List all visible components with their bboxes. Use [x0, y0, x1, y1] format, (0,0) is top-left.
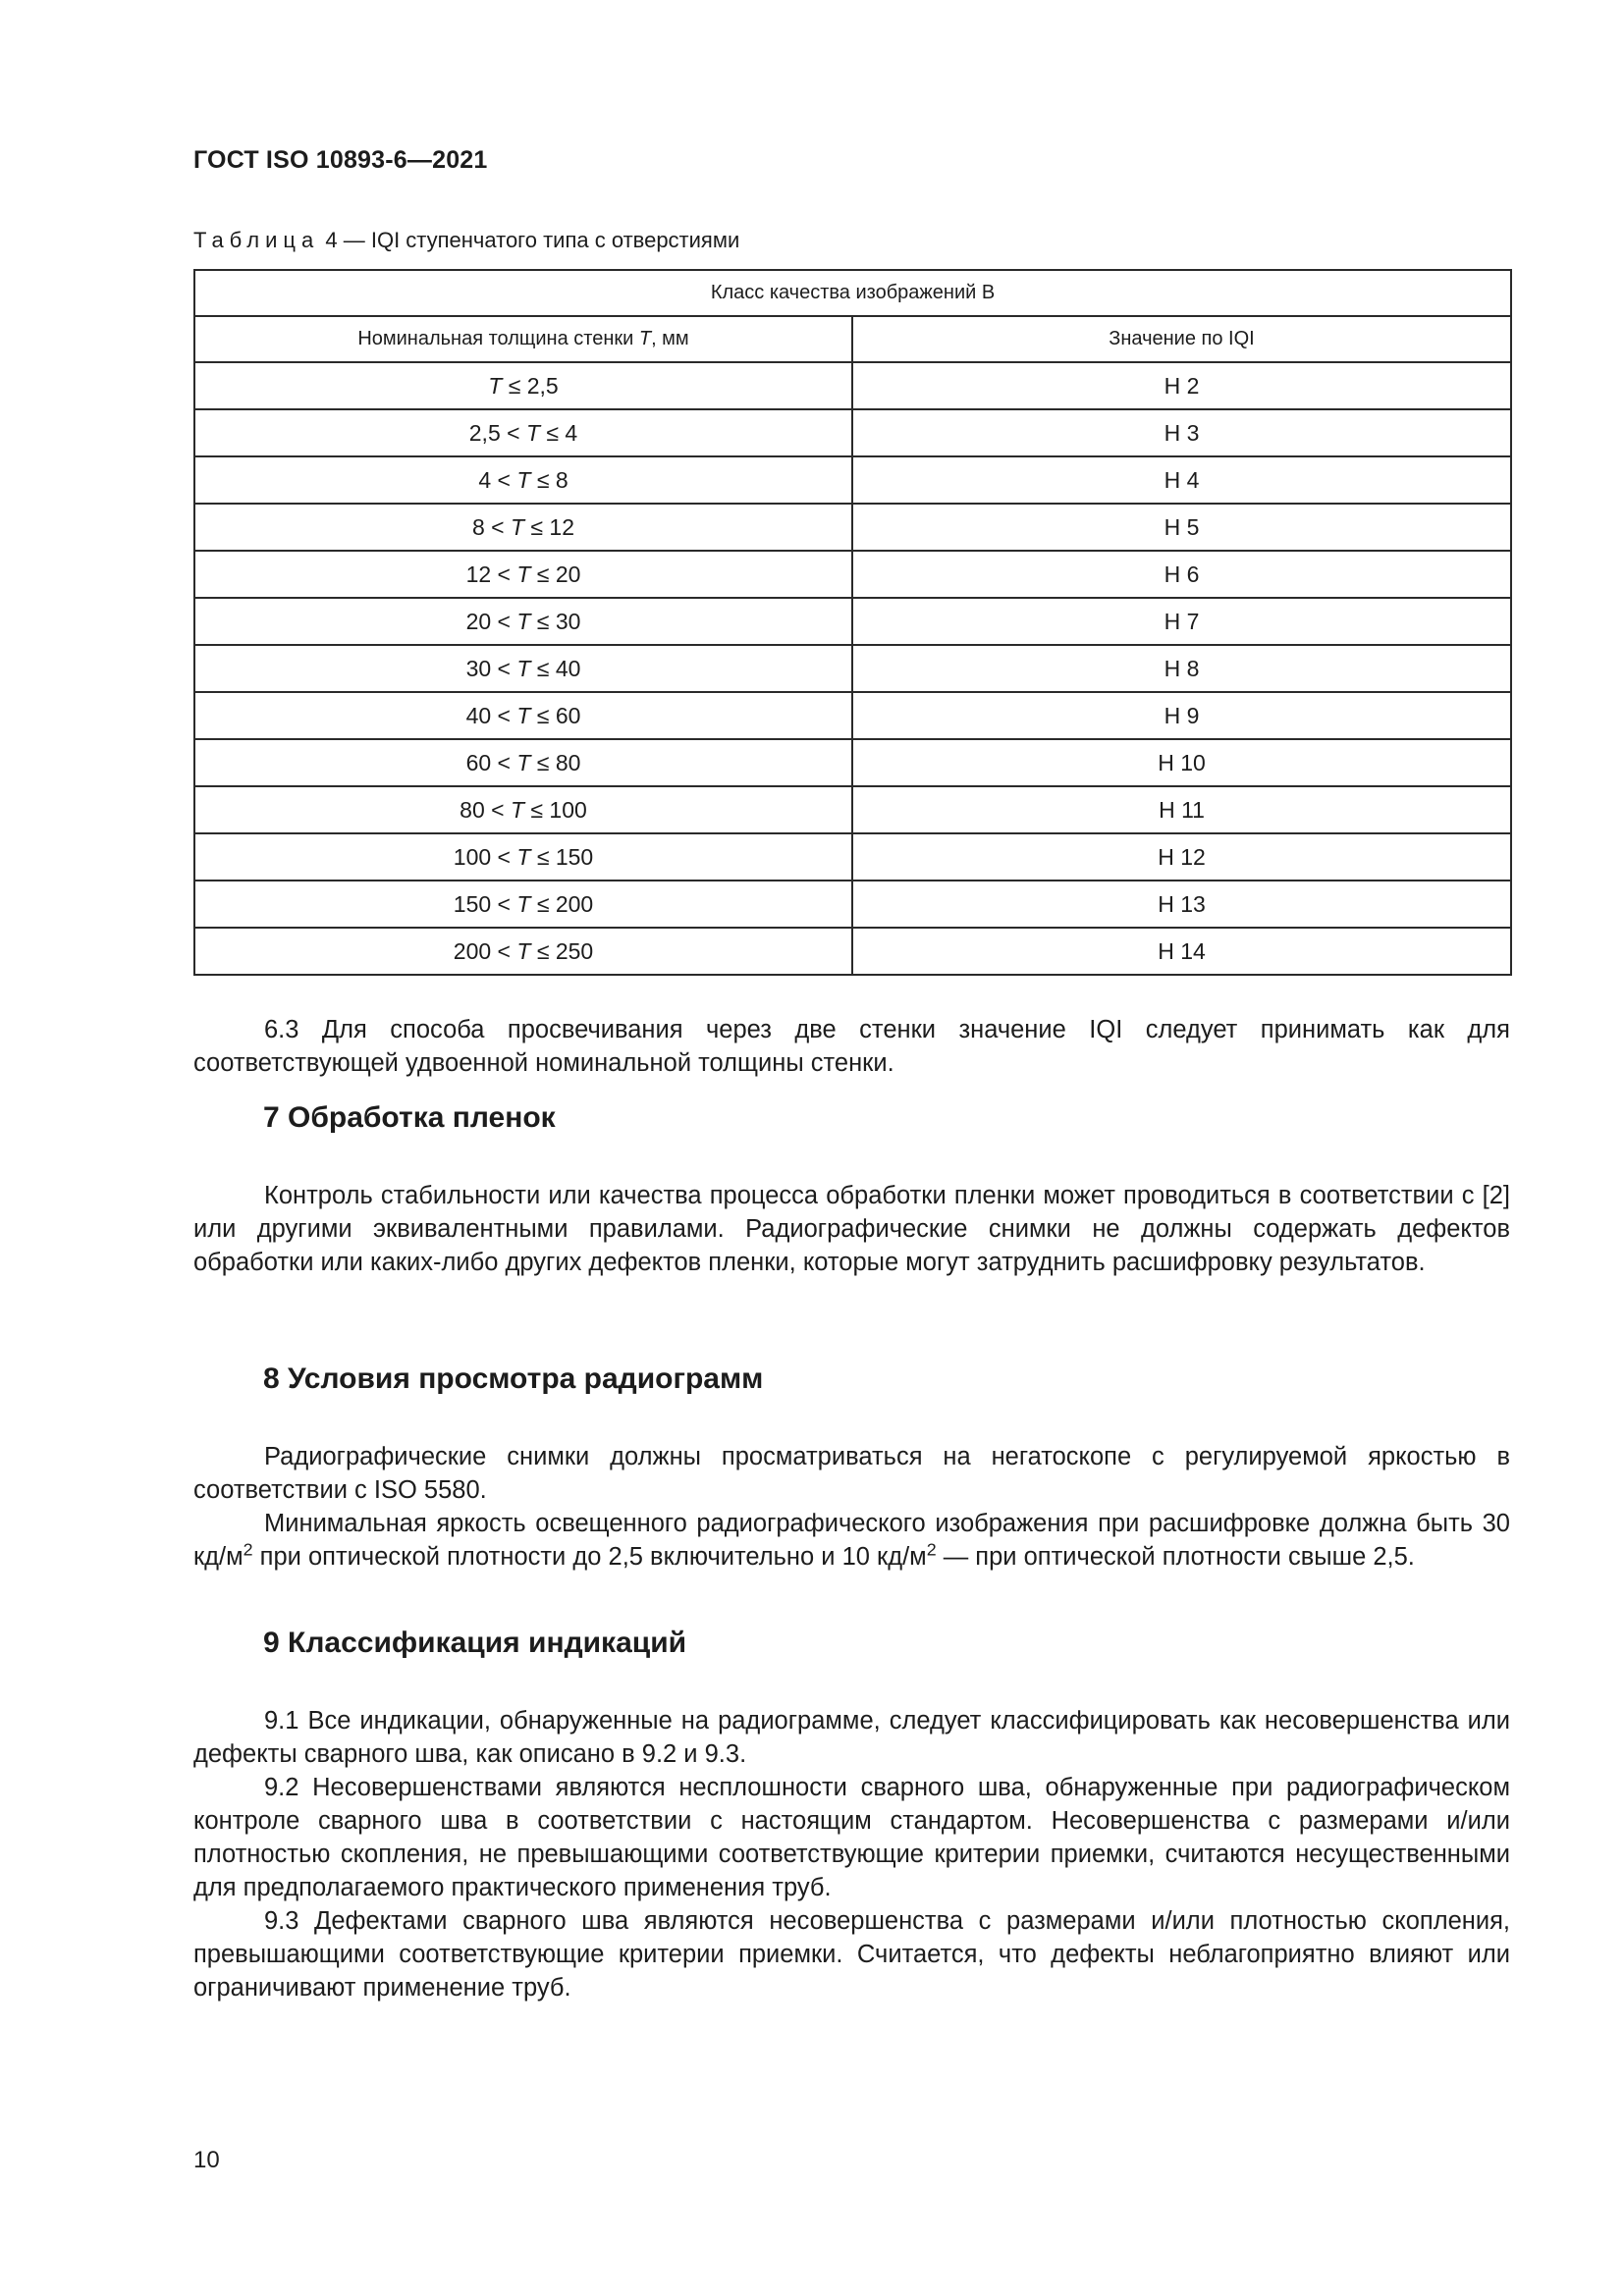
- thickness-header-suffix: , мм: [651, 328, 689, 349]
- table-row: [194, 409, 1511, 456]
- thickness-range-cell: [194, 833, 852, 881]
- section-7-body: [193, 1179, 1510, 1279]
- table-class-header-row: [194, 270, 1511, 316]
- table-caption-text: 4 — IQI ступенчатого типа с отверстиями: [319, 228, 740, 252]
- range-variable: T: [516, 890, 531, 917]
- table-row: [194, 881, 1511, 928]
- range-lower: 2,5 <: [468, 419, 526, 446]
- range-lower: 20 <: [465, 608, 517, 634]
- range-variable: T: [516, 608, 531, 634]
- range-lower: 8 <: [471, 513, 511, 540]
- range-upper: ≤ 60: [530, 702, 581, 728]
- iqi-value-column-header: Значение по IQI: [852, 316, 1511, 362]
- thickness-range-cell: [194, 362, 852, 409]
- iqi-value-cell: H 4: [852, 456, 1511, 504]
- iqi-table: [193, 269, 1512, 976]
- range-variable: T: [525, 419, 541, 446]
- table-column-header-row: [194, 316, 1511, 362]
- iqi-value-cell: H 3: [852, 409, 1511, 456]
- range-upper: ≤ 40: [530, 655, 581, 681]
- thickness-range-cell: [194, 739, 852, 786]
- iqi-value-cell: H 7: [852, 598, 1511, 645]
- table-row: [194, 645, 1511, 692]
- range-upper: ≤ 250: [530, 937, 594, 964]
- range-variable: T: [488, 372, 503, 399]
- iqi-value-cell: H 6: [852, 551, 1511, 598]
- table-row: [194, 362, 1511, 409]
- thickness-range-cell: [194, 551, 852, 598]
- table-row: [194, 692, 1511, 739]
- section-8-heading: 8 Условия просмотра радиограмм: [263, 1362, 764, 1395]
- range-variable: T: [510, 796, 525, 823]
- iqi-value-cell: H 10: [852, 739, 1511, 786]
- section-9-paragraph-3: 9.3 Дефектами сварного шва являются несовершенства с размерами и/или плотностью скопления, превышающими соответствующие критерии приемки. Считается, что дефекты неблагоприятно влияют или ограничивают применение труб.: [193, 1907, 1510, 2002]
- range-variable: T: [516, 561, 531, 587]
- thickness-range-cell: [194, 409, 852, 456]
- table-row: [194, 786, 1511, 833]
- table-row: [194, 833, 1511, 881]
- iqi-value-cell: H 14: [852, 928, 1511, 975]
- document-header: ГОСТ ISO 10893-6—2021: [193, 146, 488, 174]
- page-number: 10: [193, 2147, 220, 2173]
- table-row: [194, 739, 1511, 786]
- range-upper: ≤ 20: [530, 561, 581, 587]
- range-lower: 60 <: [465, 749, 517, 775]
- section-8-paragraph-2: [193, 1507, 1510, 1574]
- range-variable: T: [516, 843, 531, 870]
- thickness-range-cell: [194, 456, 852, 504]
- range-upper: ≤ 2,5: [502, 372, 559, 399]
- range-upper: ≤ 4: [540, 419, 578, 446]
- range-lower: 150 <: [453, 890, 517, 917]
- superscript-1: 2: [243, 1539, 253, 1560]
- section-9-body: [193, 1704, 1510, 2004]
- thickness-range-cell: [194, 504, 852, 551]
- range-lower: 40 <: [465, 702, 517, 728]
- thickness-range-cell: [194, 645, 852, 692]
- section-8-body: [193, 1440, 1510, 1574]
- section-7-paragraph-1: Контроль стабильности или качества процесса обработки пленки может проводиться в соответствии с [2] или другими эквивалентными правилами. Радиографические снимки не должны содержать дефектов обработки или каких-либо других дефектов пленки, которые могут затруднить расшифровку результатов.: [193, 1182, 1510, 1276]
- range-variable: T: [516, 749, 531, 775]
- range-variable: T: [516, 466, 531, 493]
- table-row: [194, 598, 1511, 645]
- paragraph-6-3: [193, 1013, 1510, 1080]
- range-upper: ≤ 30: [530, 608, 581, 634]
- iqi-value-cell: H 12: [852, 833, 1511, 881]
- iqi-value-cell: H 9: [852, 692, 1511, 739]
- range-lower: 100 <: [453, 843, 517, 870]
- range-upper: ≤ 80: [530, 749, 581, 775]
- thickness-range-cell: [194, 881, 852, 928]
- section-9-paragraph-1: 9.1 Все индикации, обнаруженные на радиограмме, следует классифицировать как несовершенства или дефекты сварного шва, как описано в 9.2 и 9.3.: [193, 1707, 1510, 1768]
- range-upper: ≤ 8: [530, 466, 568, 493]
- iqi-value-cell: H 2: [852, 362, 1511, 409]
- range-upper: ≤ 12: [524, 513, 575, 540]
- range-lower: 30 <: [465, 655, 517, 681]
- range-lower: 12 <: [465, 561, 517, 587]
- thickness-range-cell: [194, 928, 852, 975]
- thickness-range-cell: [194, 692, 852, 739]
- section-7-heading: 7 Обработка пленок: [263, 1101, 556, 1134]
- table-caption-prefix: Таблица: [193, 228, 320, 252]
- iqi-value-cell: H 8: [852, 645, 1511, 692]
- range-upper: ≤ 200: [530, 890, 594, 917]
- section-8-p2-part-c: — при оптической плотности свыше 2,5.: [936, 1543, 1415, 1571]
- range-upper: ≤ 100: [524, 796, 587, 823]
- table-caption: [193, 228, 739, 253]
- thickness-range-cell: [194, 598, 852, 645]
- range-variable: T: [516, 655, 531, 681]
- range-upper: ≤ 150: [530, 843, 594, 870]
- table-body: [194, 362, 1511, 975]
- range-lower: 4 <: [478, 466, 517, 493]
- section-8-p2-part-b: при оптической плотности до 2,5 включительно и 10 кд/м: [252, 1543, 927, 1571]
- thickness-header-var: T: [638, 328, 652, 349]
- thickness-column-header: [194, 316, 852, 362]
- quality-class-header: Класс качества изображений B: [194, 270, 1511, 316]
- iqi-value-cell: H 5: [852, 504, 1511, 551]
- range-variable: T: [510, 513, 525, 540]
- superscript-2: 2: [926, 1539, 937, 1560]
- range-variable: T: [516, 702, 531, 728]
- thickness-header-prefix: Номинальная толщина стенки: [357, 328, 639, 349]
- iqi-value-cell: H 13: [852, 881, 1511, 928]
- section-8-paragraph-1: Радиографические снимки должны просматриваться на негатоскопе с регулируемой яркостью в соответствии с ISO 5580.: [193, 1443, 1510, 1504]
- paragraph-6-3-text: 6.3 Для способа просвечивания через две стенки значение IQI следует принимать как для соответствующей удвоенной номинальной толщины стенки.: [193, 1016, 1510, 1077]
- table-row: [194, 456, 1511, 504]
- section-8-p2-part-a: Минимальная яркость освещенного радиографического изображения при расшифровке должна быть 30 кд/м: [193, 1510, 1510, 1571]
- thickness-range-cell: [194, 786, 852, 833]
- table-row: [194, 504, 1511, 551]
- range-variable: T: [516, 937, 531, 964]
- range-lower: 200 <: [453, 937, 517, 964]
- range-lower: 80 <: [460, 796, 511, 823]
- section-9-heading: 9 Классификация индикаций: [263, 1627, 687, 1659]
- table-row: [194, 551, 1511, 598]
- table-row: [194, 928, 1511, 975]
- iqi-value-cell: H 11: [852, 786, 1511, 833]
- section-9-paragraph-2: 9.2 Несовершенствами являются несплошности сварного шва, обнаруженные при радиографическом контроле сварного шва в соответствии с настоящим стандартом. Несовершенства с размерами и/или плотностью скопления, не превышающими соответствующие критерии приемки, считаются несущественными для предполагаемого практического применения труб.: [193, 1774, 1510, 1901]
